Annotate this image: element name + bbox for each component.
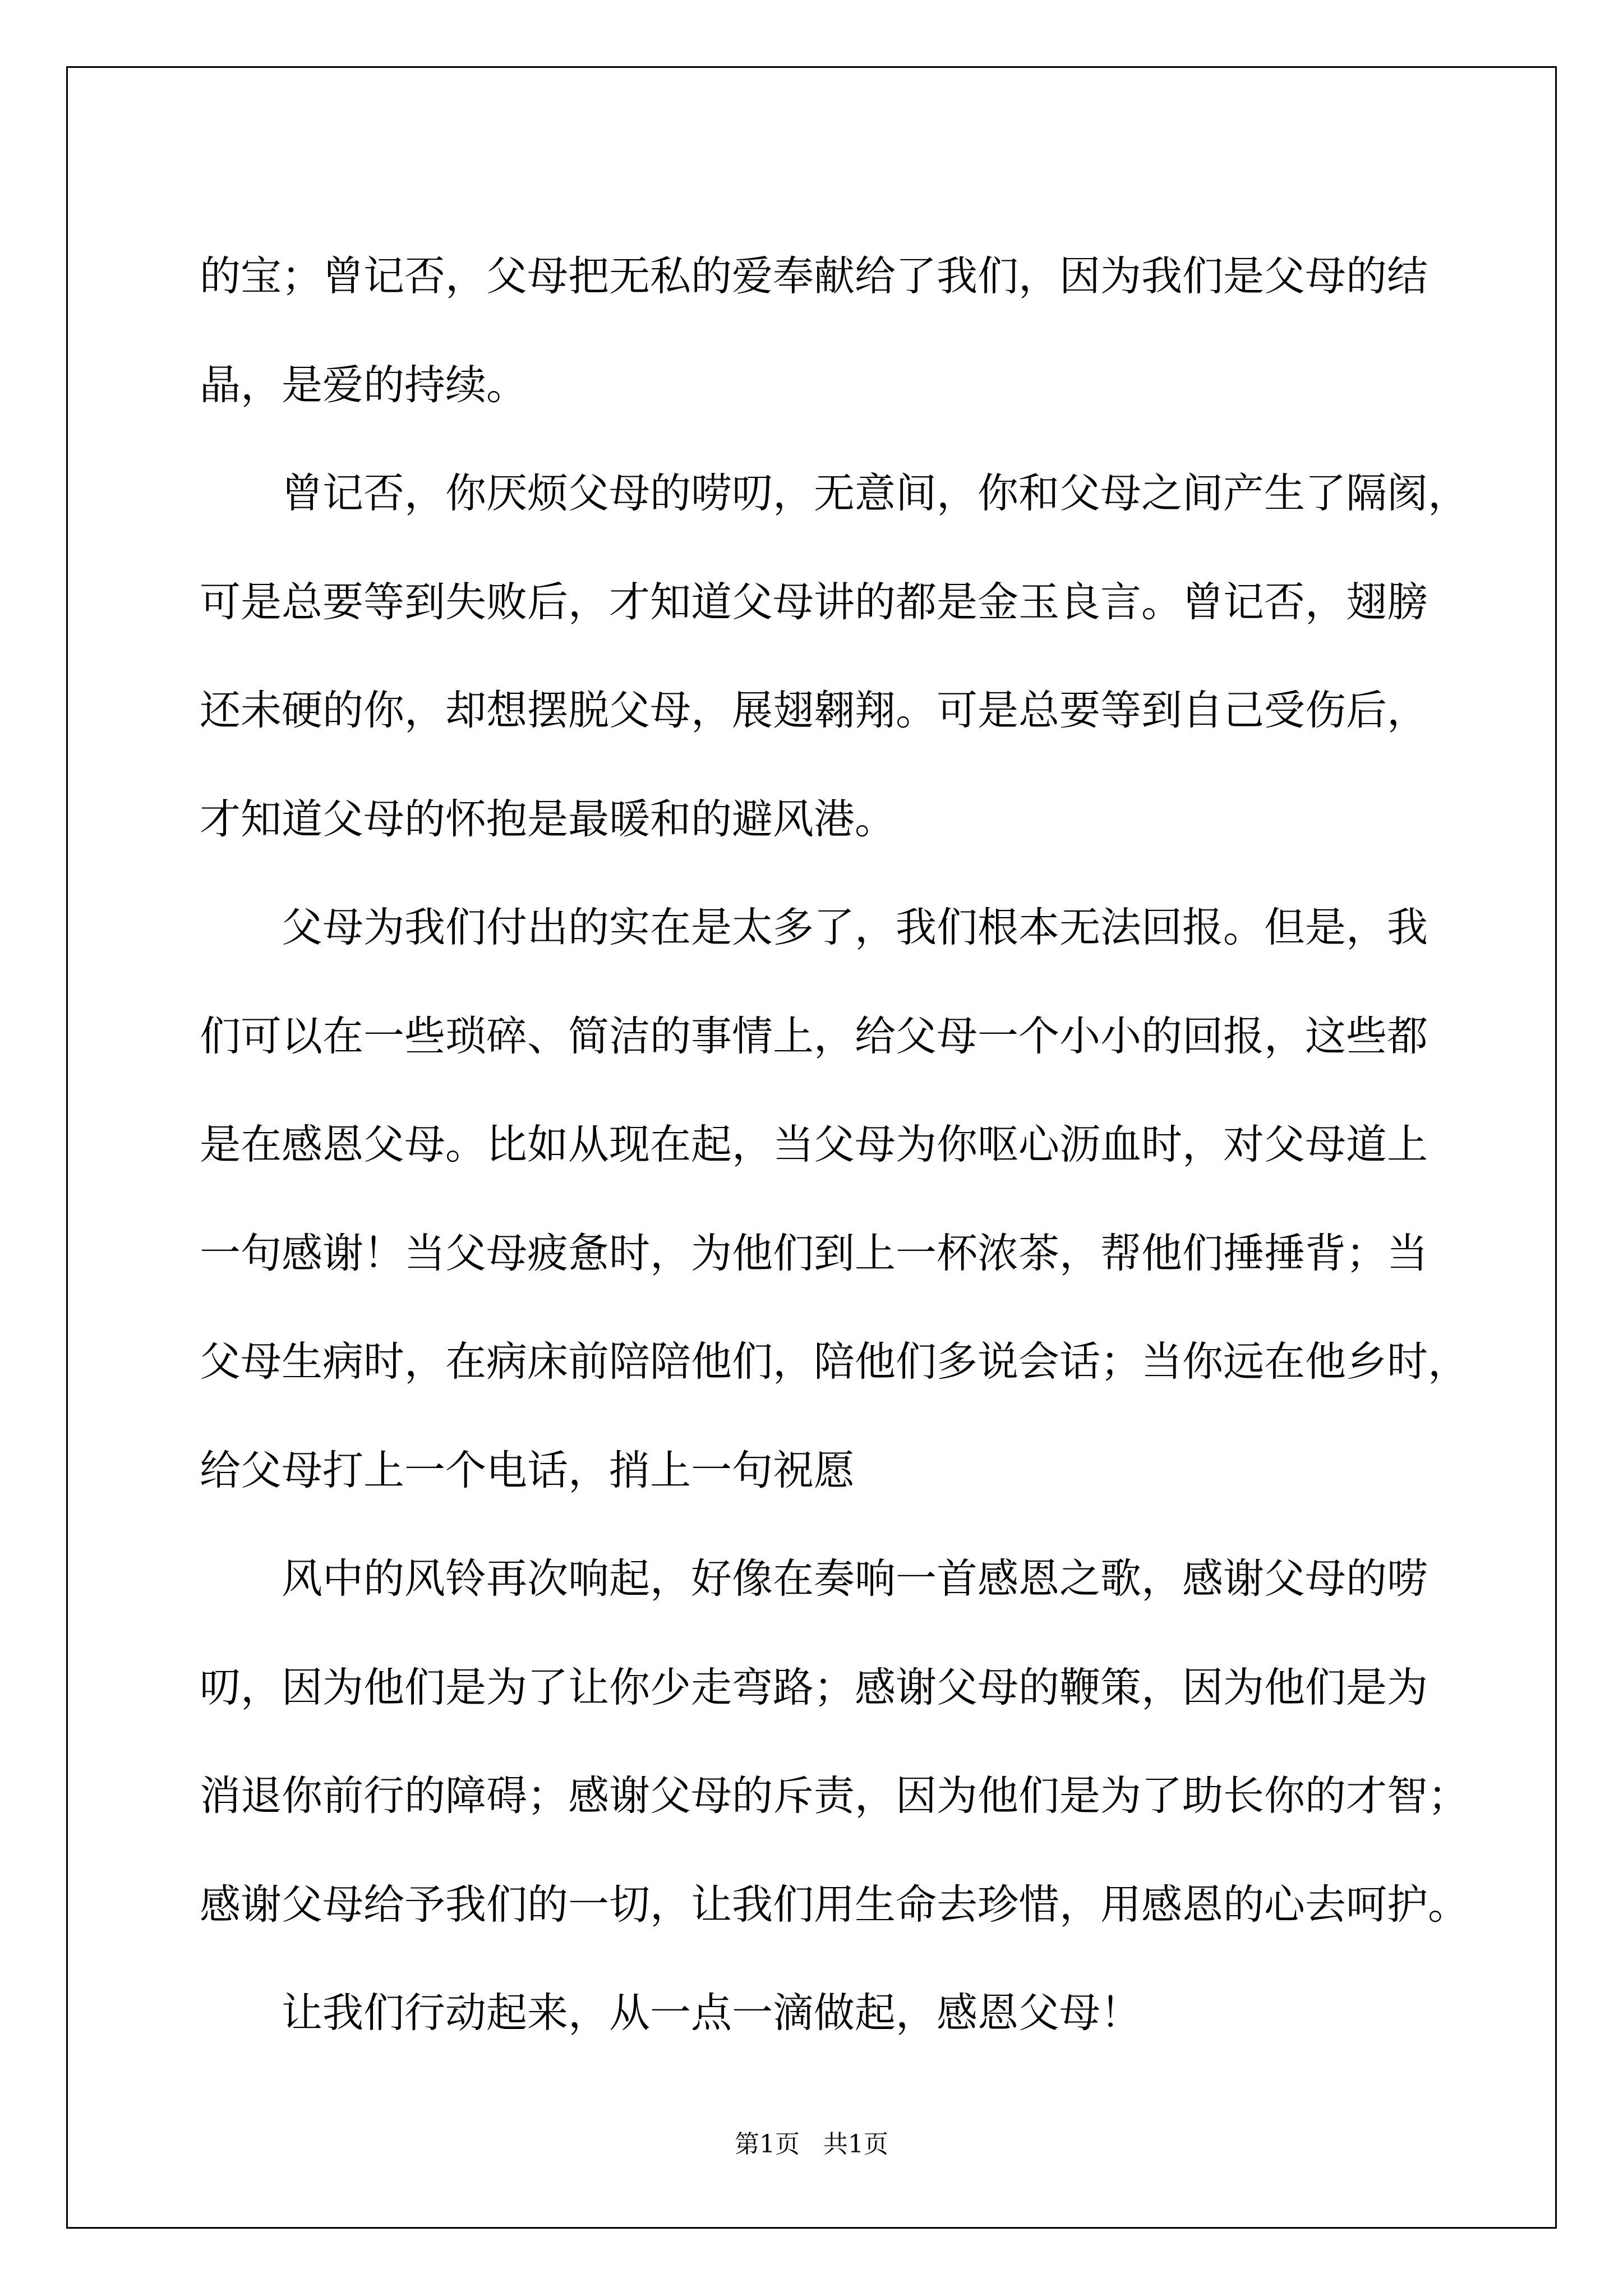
- document-body: [200, 222, 1469, 2068]
- page-number-total: 共1页: [823, 2130, 888, 2159]
- text-line: 晶，是爱的持续。: [200, 361, 527, 409]
- text-line: 感谢父母给予我们的一切，让我们用生命去珍惜，用感恩的心去呵护。: [200, 1880, 1469, 1929]
- text-line: 是在感恩父母。比如从现在起，当父母为你呕心沥血时，对父母道上: [200, 1121, 1428, 1168]
- text-line: 曾记否，你厌烦父母的唠叨，无意间，你和父母之间产生了隔阂，: [282, 470, 1469, 517]
- text-line: 消退你前行的障碍；感谢父母的斥责，因为他们是为了助长你的才智；: [200, 1772, 1469, 1820]
- paragraph-2: [200, 439, 1469, 873]
- text-line: 让我们行动起来，从一点一滴做起，感恩父母！: [282, 1989, 1141, 2037]
- text-line: 才知道父母的怀抱是最暖和的避风港。: [200, 795, 896, 843]
- text-line: 们可以在一些琐碎、简洁的事情上，给父母一个小小的回报，这些都: [200, 1012, 1428, 1060]
- text-line: 的宝；曾记否，父母把无私的爱奉献给了我们，因为我们是父母的结: [200, 252, 1428, 300]
- page-number-current: 第1页: [735, 2130, 800, 2159]
- page-footer: [0, 2124, 1623, 2160]
- text-line: 还未硬的你，却想摆脱父母，展翅翱翔。可是总要等到自己受伤后，: [200, 687, 1428, 734]
- text-line: 可是总要等到失败后，才知道父母讲的都是金玉良言。曾记否，翅膀: [200, 578, 1428, 626]
- text-line: 叨，因为他们是为了让你少走弯路；感谢父母的鞭策，因为他们是为: [200, 1663, 1428, 1711]
- text-line: 给父母打上一个电话，捎上一句祝愿: [200, 1446, 855, 1494]
- paragraph-4: [200, 1525, 1469, 1959]
- text-line: 父母生病时，在病床前陪陪他们，陪他们多说会话；当你远在他乡时，: [200, 1338, 1469, 1386]
- text-line: 风中的风铃再次响起，好像在奏响一首感恩之歌，感谢父母的唠: [282, 1555, 1428, 1603]
- paragraph-5: [200, 1959, 1430, 2068]
- paragraph-1: [200, 222, 1430, 439]
- text-line: 一句感谢！当父母疲惫时，为他们到上一杯浓茶，帮他们捶捶背；当: [200, 1229, 1428, 1277]
- paragraph-3: [200, 873, 1469, 1525]
- text-line: 父母为我们付出的实在是太多了，我们根本无法回报。但是，我: [282, 904, 1428, 951]
